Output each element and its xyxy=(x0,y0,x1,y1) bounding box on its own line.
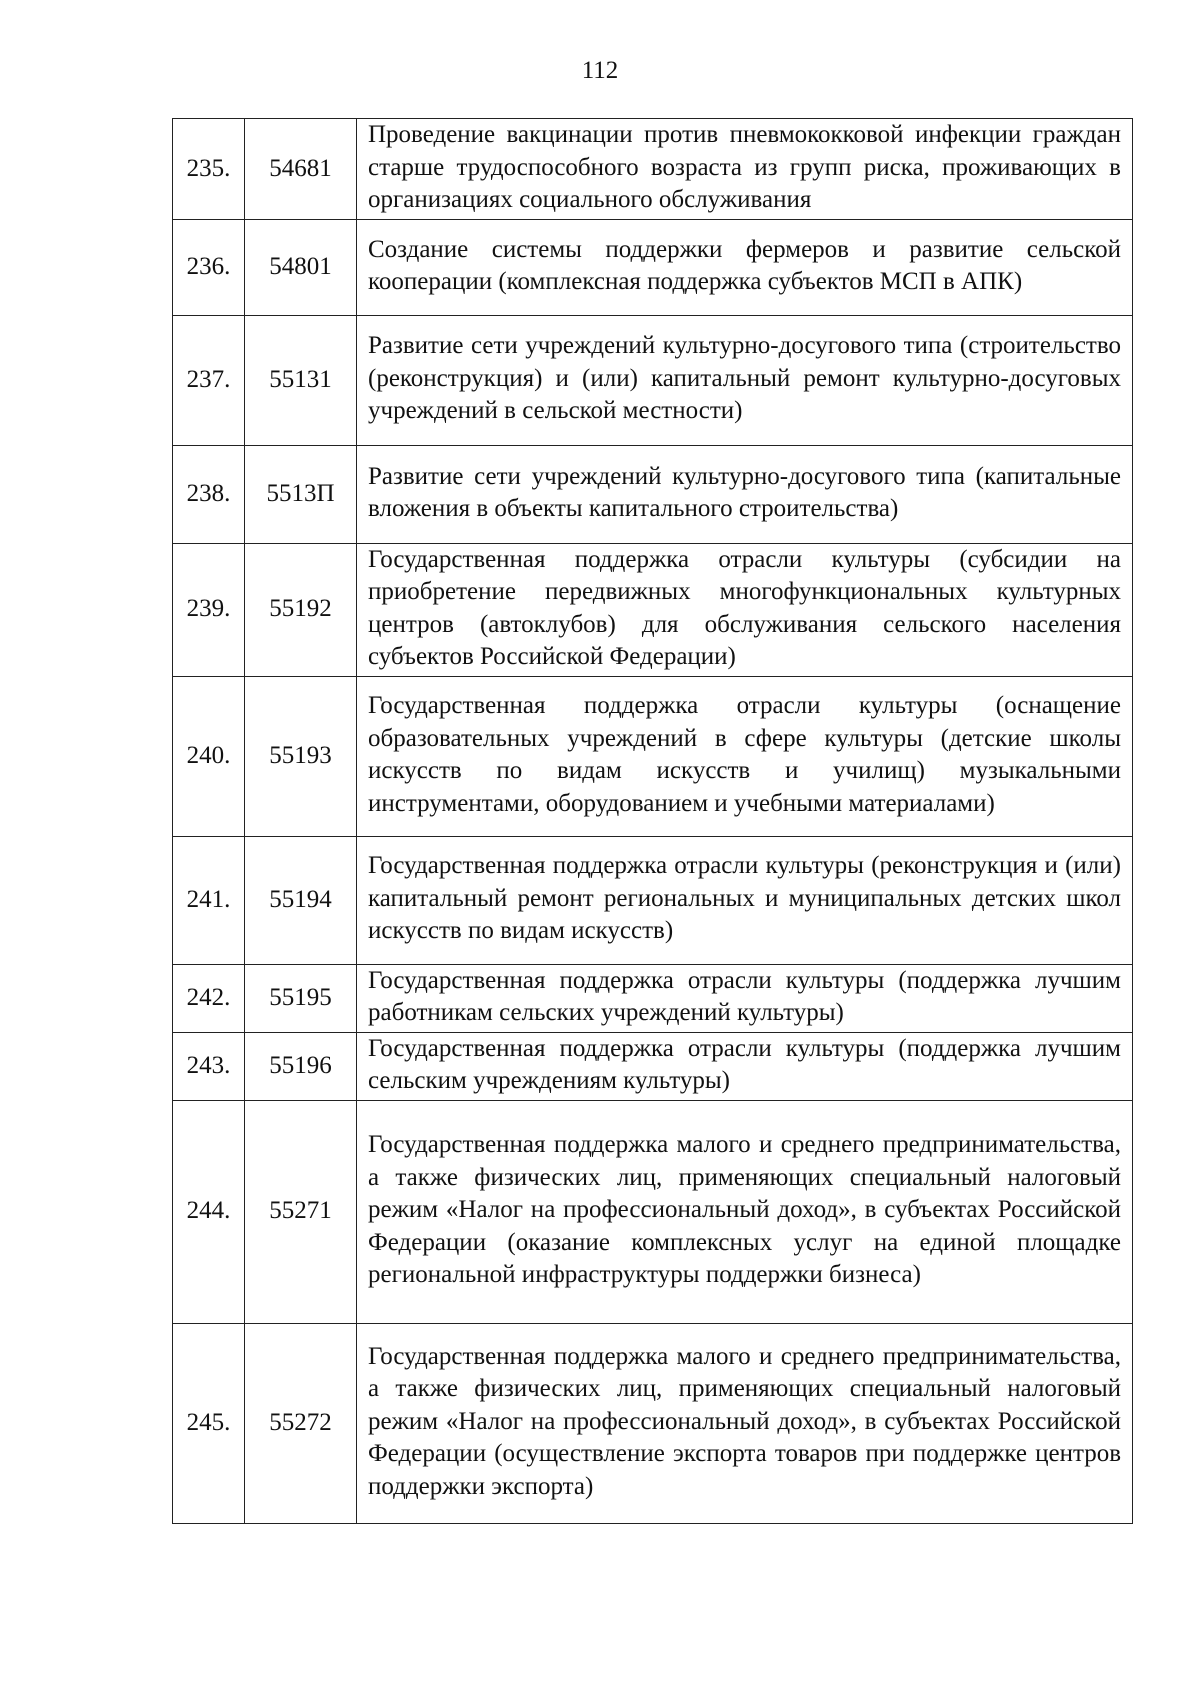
table-row xyxy=(173,1323,1133,1523)
row-description: Государственная поддержка отрасли культуры (субсидии на приобретение передвижных многофункциональных культурных центров (автоклубов) для обслуживания сельского населения субъектов Российской Федерации) xyxy=(357,543,1133,676)
table-row xyxy=(173,1032,1133,1100)
row-description: Государственная поддержка отрасли культуры (оснащение образовательных учреждений в сфере культуры (детские школы искусств по видам искусств и училищ) музыкальными инструментами, оборудованием и учебными материалами) xyxy=(357,676,1133,836)
row-code: 54681 xyxy=(245,119,357,220)
row-description: Государственная поддержка малого и среднего предпринимательства, а также физических лиц, применяющих специальный налоговый режим «Налог на профессиональный доход», в субъектах Российской Федерации (оказание комплексных услуг на единой площадке региональной инфраструктуры поддержки бизнеса) xyxy=(357,1100,1133,1323)
row-number: 241. xyxy=(173,836,245,964)
row-description: Государственная поддержка отрасли культуры (реконструкция и (или) капитальный ремонт региональных и муниципальных детских школ искусств по видам искусств) xyxy=(357,836,1133,964)
table-row xyxy=(173,964,1133,1032)
row-number: 243. xyxy=(173,1032,245,1100)
row-number: 240. xyxy=(173,676,245,836)
row-description: Развитие сети учреждений культурно-досугового типа (капитальные вложения в объекты капитального строительства) xyxy=(357,445,1133,543)
row-number: 236. xyxy=(173,219,245,315)
table-row xyxy=(173,445,1133,543)
row-number: 244. xyxy=(173,1100,245,1323)
row-description: Создание системы поддержки фермеров и развитие сельской кооперации (комплексная поддержка субъектов МСП в АПК) xyxy=(357,219,1133,315)
row-code: 55196 xyxy=(245,1032,357,1100)
page-number: 112 xyxy=(581,57,619,84)
row-code: 55272 xyxy=(245,1323,357,1523)
row-description: Развитие сети учреждений культурно-досугового типа (строительство (реконструкция) и (или) капитальный ремонт культурно-досуговых учреждений в сельской местности) xyxy=(357,315,1133,445)
table-row xyxy=(173,315,1133,445)
table-row xyxy=(173,543,1133,676)
row-code: 55192 xyxy=(245,543,357,676)
row-number: 235. xyxy=(173,119,245,220)
row-description: Проведение вакцинации против пневмококковой инфекции граждан старше трудоспособного возраста из групп риска, проживающих в организациях социального обслуживания xyxy=(357,119,1133,220)
row-description: Государственная поддержка отрасли культуры (поддержка лучшим работникам сельских учреждений культуры) xyxy=(357,964,1133,1032)
table-row xyxy=(173,219,1133,315)
row-code: 55131 xyxy=(245,315,357,445)
table-row xyxy=(173,676,1133,836)
row-code: 55193 xyxy=(245,676,357,836)
row-code: 54801 xyxy=(245,219,357,315)
row-number: 237. xyxy=(173,315,245,445)
table-row xyxy=(173,836,1133,964)
row-number: 239. xyxy=(173,543,245,676)
budget-codes-table xyxy=(172,118,1133,1524)
table-row xyxy=(173,1100,1133,1323)
row-number: 238. xyxy=(173,445,245,543)
table-row xyxy=(173,119,1133,220)
row-number: 245. xyxy=(173,1323,245,1523)
row-code: 55194 xyxy=(245,836,357,964)
row-description: Государственная поддержка малого и среднего предпринимательства, а также физических лиц, применяющих специальный налоговый режим «Налог на профессиональный доход», в субъектах Российской Федерации (осуществление экспорта товаров при поддержке центров поддержки экспорта) xyxy=(357,1323,1133,1523)
row-number: 242. xyxy=(173,964,245,1032)
row-description: Государственная поддержка отрасли культуры (поддержка лучшим сельским учреждениям культуры) xyxy=(357,1032,1133,1100)
row-code: 55271 xyxy=(245,1100,357,1323)
row-code: 55195 xyxy=(245,964,357,1032)
row-code: 5513П xyxy=(245,445,357,543)
